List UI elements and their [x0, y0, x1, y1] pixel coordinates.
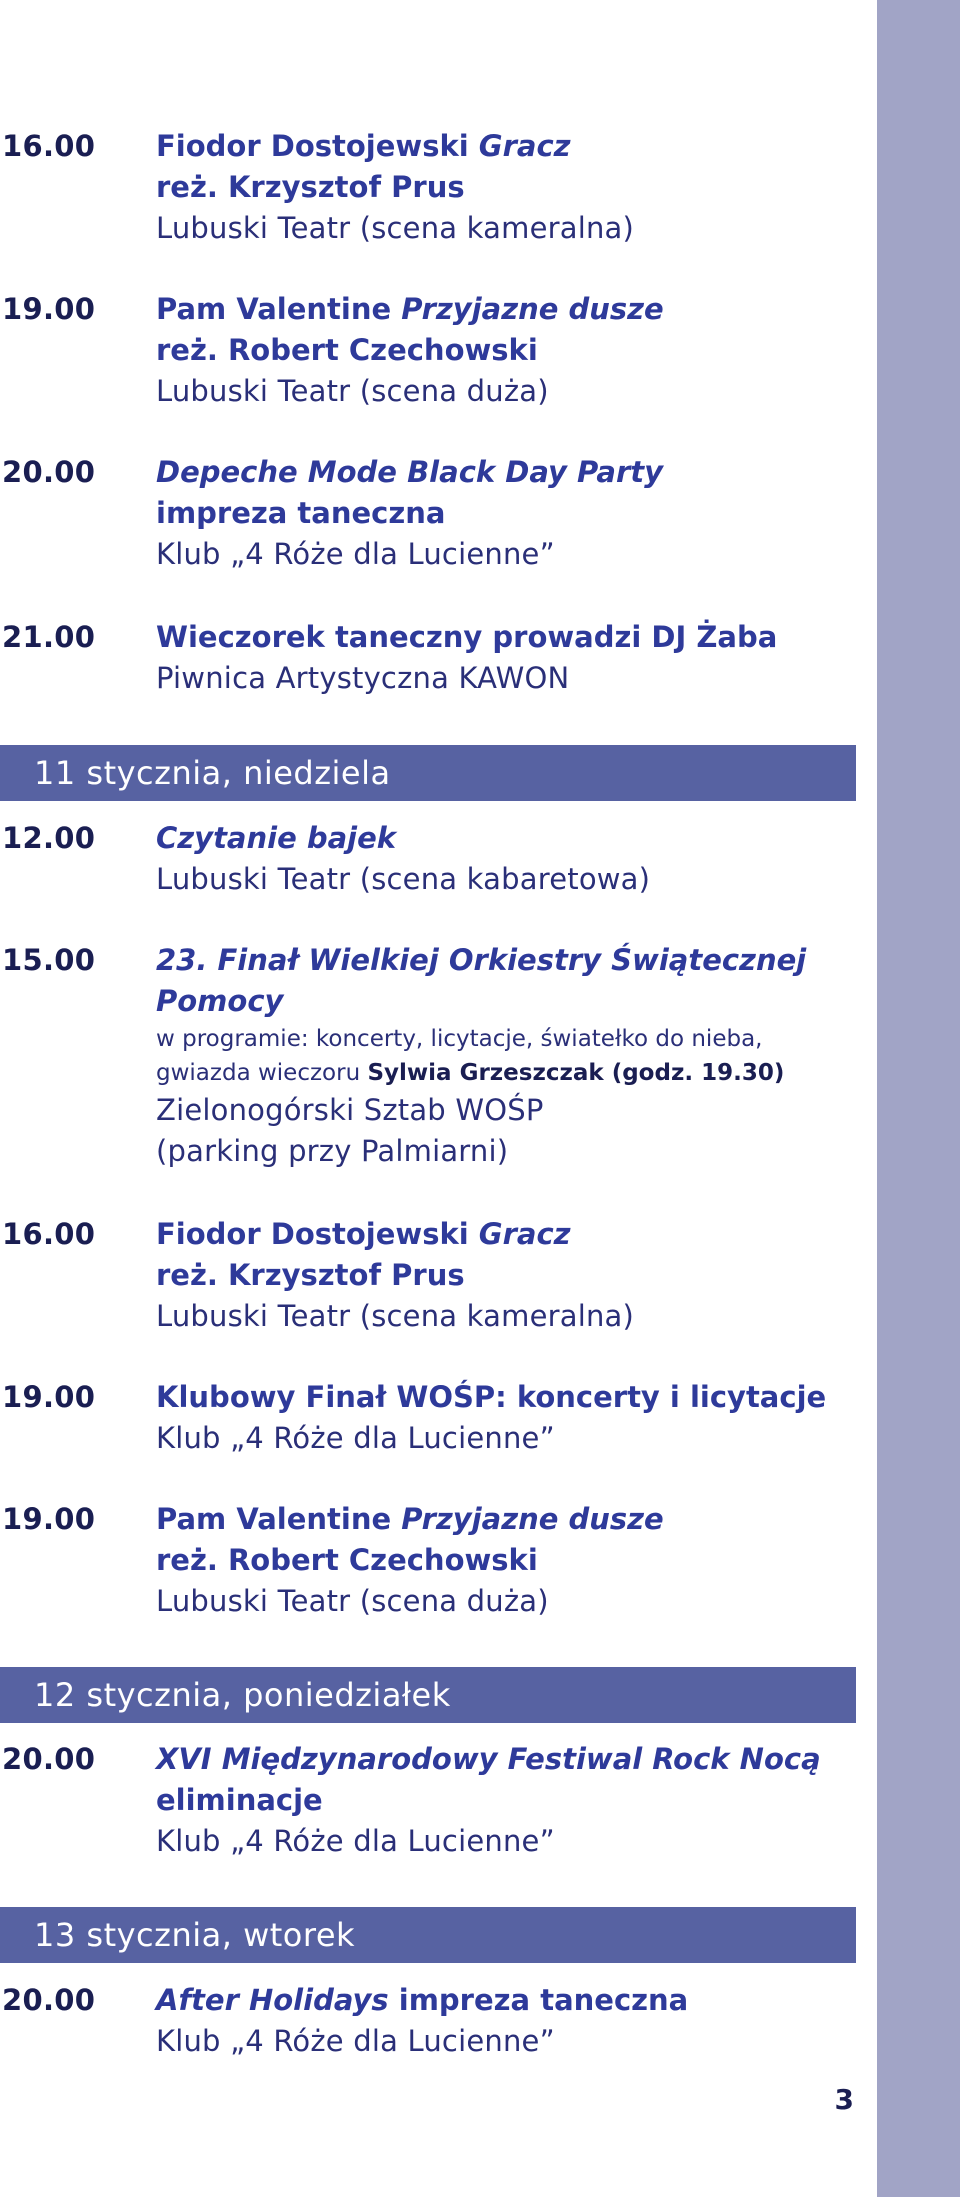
event-venue: Klub „4 Róże dla Lucienne”	[156, 2024, 555, 2058]
event-venue: Klub „4 Róże dla Lucienne”	[156, 1421, 555, 1455]
event-venue-detail: (parking przy Palmiarni)	[156, 1134, 509, 1168]
event-time: 20.00	[2, 1742, 96, 1776]
event-title: Czytanie bajek	[156, 821, 397, 855]
day-heading: 13 stycznia, wtorek	[0, 1907, 856, 1963]
day-heading: 12 stycznia, poniedziałek	[0, 1667, 856, 1723]
event-director: reż. Krzysztof Prus	[156, 170, 465, 204]
event-director: reż. Robert Czechowski	[156, 333, 538, 367]
event-time: 12.00	[2, 821, 96, 855]
event-title-cont: Pomocy	[156, 984, 284, 1018]
page-side-band	[877, 0, 960, 2197]
day-heading: 11 stycznia, niedziela	[0, 745, 856, 801]
event-title: After Holidays impreza taneczna	[156, 1983, 689, 2017]
page-number: 3	[834, 2083, 854, 2116]
event-time: 20.00	[2, 1983, 96, 2017]
event-description: gwiazda wieczoru Sylwia Grzeszczak (godz. 19.30)	[156, 1060, 785, 1086]
event-title: Fiodor Dostojewski Gracz	[156, 1217, 571, 1251]
event-title: Pam Valentine Przyjazne dusze	[156, 292, 664, 326]
event-director: reż. Robert Czechowski	[156, 1543, 538, 1577]
event-director: reż. Krzysztof Prus	[156, 1258, 465, 1292]
event-subtitle: eliminacje	[156, 1783, 323, 1817]
event-title: Depeche Mode Black Day Party	[156, 455, 664, 489]
event-venue: Piwnica Artystyczna KAWON	[156, 661, 570, 695]
event-venue: Lubuski Teatr (scena kabaretowa)	[156, 862, 651, 896]
event-title: Pam Valentine Przyjazne dusze	[156, 1502, 664, 1536]
event-venue: Klub „4 Róże dla Lucienne”	[156, 1824, 555, 1858]
event-venue: Lubuski Teatr (scena duża)	[156, 1584, 549, 1618]
event-venue: Lubuski Teatr (scena kameralna)	[156, 211, 635, 245]
event-subtitle: impreza taneczna	[156, 496, 446, 530]
event-time: 19.00	[2, 1380, 96, 1414]
event-time: 16.00	[2, 1217, 96, 1251]
event-time: 21.00	[2, 620, 96, 654]
event-time: 19.00	[2, 292, 96, 326]
event-title: Wieczorek taneczny prowadzi DJ Żaba	[156, 620, 778, 654]
event-time: 20.00	[2, 455, 96, 489]
event-title: 23. Finał Wielkiej Orkiestry Świątecznej	[156, 943, 807, 977]
event-time: 19.00	[2, 1502, 96, 1536]
event-time: 16.00	[2, 129, 96, 163]
event-description: w programie: koncerty, licytacje, światełko do nieba,	[156, 1026, 763, 1052]
event-title: Fiodor Dostojewski Gracz	[156, 129, 571, 163]
event-time: 15.00	[2, 943, 96, 977]
event-venue: Lubuski Teatr (scena duża)	[156, 374, 549, 408]
event-venue: Klub „4 Róże dla Lucienne”	[156, 537, 555, 571]
event-venue: Lubuski Teatr (scena kameralna)	[156, 1299, 635, 1333]
event-title: Klubowy Finał WOŚP: koncerty i licytacje	[156, 1380, 827, 1414]
event-title: XVI Międzynarodowy Festiwal Rock Nocą	[156, 1742, 821, 1776]
event-venue: Zielonogórski Sztab WOŚP	[156, 1093, 544, 1127]
